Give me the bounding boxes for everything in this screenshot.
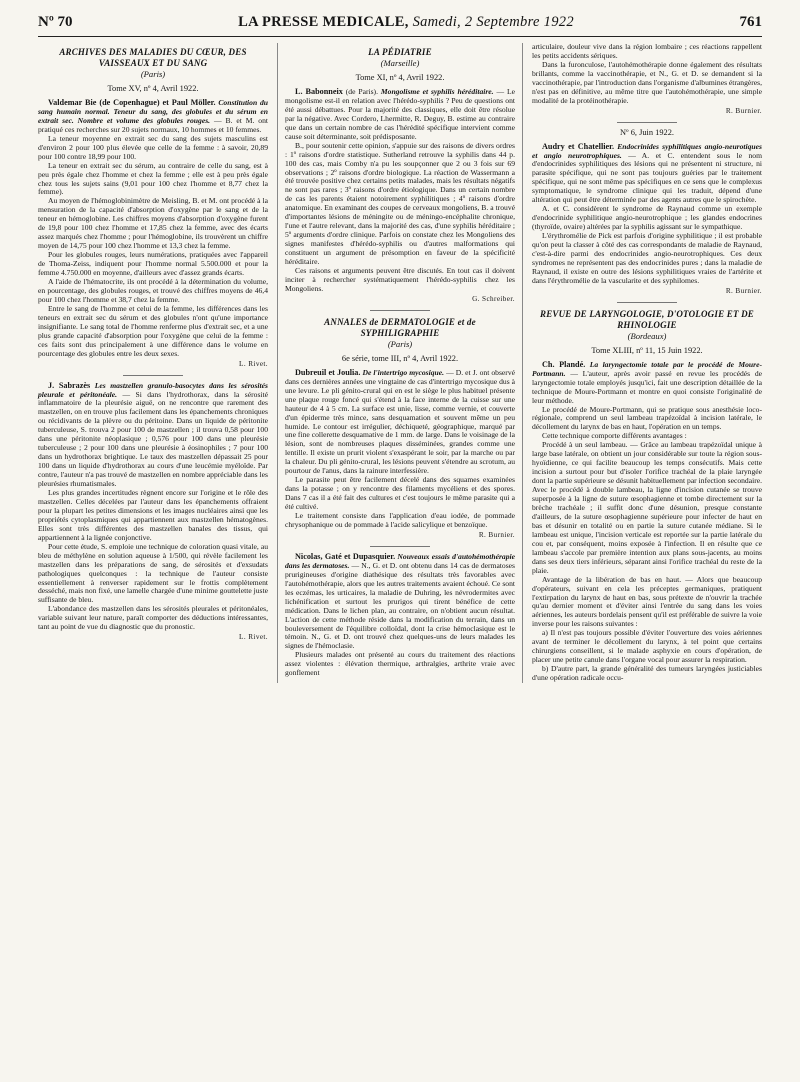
columns: [38, 43, 762, 683]
article-author: Dubreuil et Joulia.: [295, 367, 361, 377]
author-affiliation: (de Paris).: [342, 86, 381, 96]
article-nicolas-gate-dupasquier: [285, 553, 515, 651]
article-title: Nouveaux essais d'autohémothérapie dans les dermatoses.: [285, 551, 515, 570]
paragraph: Ces raisons et arguments peuvent être discutés. En tout cas il doivent inciter à rechercher systématiquement l'hérédo-syphilis chez les Mongoliens.: [285, 266, 515, 293]
paragraph: Plusieurs malades ont présenté au cours du traitement des réactions assez violentes : élévation thermique, arthralgies, arthrite vraie avec gonflement: [285, 650, 515, 678]
article-babonneix: [285, 88, 515, 142]
column-right: [532, 43, 762, 683]
issue-date: Samedi, 2 Septembre 1922: [408, 14, 574, 30]
paragraph: Cette technique comporte différents avantages :: [542, 431, 687, 441]
volume-ref: Tome XV, nº 4, Avril 1922.: [107, 84, 199, 93]
journal-name: LA PRESSE MEDICALE,: [238, 14, 409, 30]
section-title: ANNALES de DERMATOLOGIE et de SYPHILIGRAPHIE: [324, 316, 476, 338]
section-title: REVUE DE LARYNGOLOGIE, D'OTOLOGIE ET DE RHINOLOGIE: [540, 308, 754, 330]
divider: [617, 302, 677, 303]
article-plande: [532, 361, 762, 406]
column-middle: [277, 43, 523, 683]
paragraph: — Le mongolisme est-il en relation avec l'hérédo-syphilis ? Peu de questions ont été aussi débattues. Pour la majorité des classiques, elle doit être résolue par la négative. Avec Cordero, Lhermitte, R. Deguy, B. estime au contraire que dans un certain nombre de cas l'hérédité spécifique intervient comme cause soit déterminante, soit prédisposante.: [285, 86, 515, 141]
article-audry-chatellier: [532, 143, 762, 206]
section-city: (Marseille): [380, 58, 420, 68]
paragraph: Pour cette étude, S. emploie une technique de coloration quasi vitale, au bleu de méthylène en solution aqueuse à 1/500, qui révèle facilement les mastzellen dans les préparations de sang, de sérosités et d'exsudats pathologiques quelconques : la technique de l'auteur consiste essentiellement à renverser rapidement sur le frottis complètement desséché, mais non fixé, une lamelle chargée d'une minime gouttelette juste suffisante de bleu.: [38, 541, 268, 605]
divider: [370, 310, 430, 311]
section-city: (Paris): [140, 69, 166, 79]
article-title: Constitution du sang humain normal. Teneur du sang, des globules et du sérum en extrait sec. Nombre et volume des globules rouges.: [38, 97, 268, 125]
article-title: Les mastzellen granulo-basocytes dans les sérosités pleurale et péritonéale.: [38, 380, 268, 399]
article-bie-moller: [38, 99, 268, 135]
article-author: L. Babonneix: [295, 86, 343, 96]
reviewer-signature: R. Burnier.: [478, 530, 515, 539]
paragraph: — B. et M. ont pratiqué ces recherches sur 20 sujets normaux, 10 hommes et 10 femmes.: [38, 115, 268, 134]
paragraph: — L'auteur, après avoir passé en revue les procédés de laryngectomie totale employés jusqu'ici, fait une description détaillée de la technique de Moure-Portmann et montre en quoi consiste l'originalité de leur méthode.: [532, 368, 762, 405]
paragraph: Entre le sang de l'homme et celui de la femme, les différences dans les teneurs en extrait sec du sérum et des globules n'ont qu'une importance insignifiante. Le sang total de l'homme renferme plus d'extrait sec, et a une plus grande capacité d'absorption pour l'oxygène que celui de la femme : ces faits sont dus principalement à une différence dans le volume en pourcentage des globules entre les deux sexes.: [38, 303, 268, 358]
paragraph: — Si dans l'hydrothorax, dans la sérosité inflammatoire de la pleurésie aiguë, on ne rencontre que rarement des mastzellen, on en trouve plus facilement dans les épanchements chroniques ou récidivants de la plèvre ou du péritoine. Dans un liquide de péritonite tuberculeuse, S. trouva 2 pour 100 de mastzellen ; il trouva 0,58 pour 100 dans une péritonite néoplasique ; 0,576 pour 100 dans une pleurésie tuberculeuse ; 2 pour 100 dans une pleurésie à éosinophiles ; 7 pour 100 dans un hydrothorax brightique. Le taux des mastzellen dépassait 25 pour 100 dans un liquide d'hydrothorax au cours d'une leucémie myéloïde. Par contre, l'auteur n'a pas trouvé de mastzellen en nombre appréciable dans les pleurésies rhumatismales.: [38, 389, 268, 489]
page-number: 761: [739, 14, 762, 30]
paragraph: Le traitement consiste dans l'application d'eau iodée, de pommade chrysophanique ou de pommade à l'acide salicylique et benzoïque.: [285, 511, 515, 529]
article-author: Audry et Chatellier.: [542, 141, 615, 151]
reviewer-signature: G. Schreiber.: [472, 294, 515, 303]
reviewer-signature: R. Burnier.: [725, 106, 762, 115]
paragraph: B., pour soutenir cette opinion, s'appuie sur des raisons de divers ordres : 1º raisons d'ordre statistique. Sutherland retrouve la syphilis dans 44 p. 100 des cas, mais Comby n'a pu les soupçonner que 2 ou 3 fois sur 69 observations ; 2º raisons d'ordre biologique. La réaction de Wassermann a été trouvée positive chez certains petits malades, mais les résultats négatifs ne sont pas rares ; 3º raisons d'ordre étiologique. Dans un certain nombre de cas les parents étaient notoirement syphilitiques ; 4º raisons d'ordre anatomique. En examinant des coupes de cerveaux mongoliens, B. a trouvé d'importantes lésions de méningite ou de méningo-encéphalite chronique, l'une et l'autre relevant, dans la majorité des cas, d'une syphilis héréditaire ; 5º arguments d'ordre clinique. Parfois on constate chez les Mongoliens des signes manifestes d'hérédo-syphilis ou d'autres malformations qui constituent un argument de présomption en faveur de la spécificité héréditaire.: [285, 140, 515, 267]
section-title: LA PÉDIATRIE: [368, 47, 432, 57]
section-city: (Bordeaux): [627, 330, 667, 341]
column-left: [38, 43, 268, 683]
volume-ref: 6e série, tome III, nº 4, Avril 1922.: [341, 353, 459, 363]
reviewer-signature: L. Rivet.: [239, 633, 268, 642]
paragraph: Au moyen de l'hémoglobinimètre de Meisling, B. et M. ont procédé à la mensuration de la capacité d'absorption d'oxygène par le sang et de la teneur en hémoglobine. Les chiffres moyens d'absorption d'oxygène furent de 19,8 pour 100 chez l'homme et 17,85 chez la femme, avec des écarts assez marqués chez l'homme ; pour l'hémoglobine, ils trouvèrent un chiffre moyen de 14,75 pour 100 chez l'homme et 13,3 chez la femme.: [38, 196, 268, 251]
paragraph: articulaire, douleur vive dans la région lombaire ; ces réactions rappellent les petits accidents sériques.: [532, 42, 762, 60]
paragraph: — A. et C. entendent sous le nom d'endocrinides syphilitiques des lésions qui ne présentent ni structure, ni parasite spécifique, qui ne sont pas toujours guéries par le traitement spécifique, qui ne sont même pas spécifiques en ce sens que le complexus symptomatique, le syndrome clinique qui les traduit, dépend d'une altération qui peut être déterminée par des agents autres que le spirochète.: [532, 150, 763, 205]
article-author: Ch. Plandé.: [542, 359, 586, 369]
paragraph: Le parasite peut être facilement décelé dans des squames examinées dans la potasse ; on y rencontre des filaments mycéliens et des spores. Dans 7 cas il a été fait des cultures et c'est toujours le même parasite qui a été cultivé.: [285, 475, 515, 512]
paragraph: Dans la furonculose, l'autohémothérapie donne également des résultats brillants, comme la vaccinothérapie, et N., G. et D. se demandent si la vaccinothérapie, par l'introduction dans l'organisme d'albumines étrangères, n'est pas en définitive, au même titre que l'autohémothérapie, une simple modalité de la protéinothérapie.: [532, 59, 763, 105]
volume-ref: Tome XLIII, nº 11, 15 Juin 1922.: [591, 345, 703, 355]
article-title: La laryngectomie totale par le procédé de Moure-Portmann.: [532, 359, 763, 378]
paragraph: L'érythromélie de Pick est parfois d'origine syphilitique ; il est probable qu'on peut la classer à côté des cas correspondants de maladie de Raynaud, c'est-à-dire parmi des endocrinides angio-neurotrophiques. Ces deux syndromes ne représentent pas des endocrinides pures ; dans la maladie de Raynaud, il existe en outre des lésions syphilitiques vraies de l'artérite et dans l'érythromélie de la vascularite et des syphilomes.: [532, 231, 762, 285]
issue-number: Nº 70: [38, 14, 73, 30]
paragraph: A. et C. considèrent le syndrome de Raynaud comme un exemple d'endocrinide syphilitique angio-neurotrophique ; les glandes endocrines (thyroïde, ovaire) altérées par la syphilis agissant sur le sympathique.: [532, 204, 762, 232]
volume-ref: Nº 6, Juin 1922.: [619, 127, 674, 137]
paragraph: A l'aide de l'hématocrite, ils ont procédé à la détermination du volume, en pourcentage, des globules rouges, et trouvé des chiffres moyens de 46,4 pour 100 chez l'homme et 38,7 chez la femme.: [38, 277, 268, 304]
divider: [617, 122, 677, 123]
volume-ref: Tome XI, nº 4, Avril 1922.: [355, 73, 445, 82]
article-author: Valdemar Bie (de Copenhague) et Paul Möller.: [48, 97, 216, 107]
paragraph: Les plus grandes incertitudes règnent encore sur l'origine et le rôle des mastzellen. Celles décelées par l'auteur dans les épanchements offraient pour la plupart les petites dimensions et les images nucléaires ainsi que les propriétés cytoplasmiques qui appartiennent aux mastzellen hématogènes. Elles sont très différentes des mastzellen banales des tissus, qui appartiennent à la lignée conjonctive.: [38, 487, 268, 542]
running-title: [238, 14, 574, 31]
paragraph: Le procédé de Moure-Portmann, qui se pratique sous anesthésie loco-régionale, comprend un seul lambeau trapézoïdal à incision latérale, le décollement du larynx de bas en haut, l'opération en un temps.: [532, 404, 762, 432]
paragraph: a) Il n'est pas toujours possible d'éviter l'ouverture des voies aériennes avant de terminer le décollement du larynx, à tel point que certains chirurgiens conseillent, si le malade asphyxie en cours d'opération, de placer une petite canule dans l'organe vocal pour assurer la respiration.: [532, 628, 762, 665]
paragraph: — D. et J. ont observé dans ces dernières années une vingtaine de cas d'intertrigo mycosique dus à une levure. Le pli génito-crural qui en est le siège le plus habituel présente une plaque rouge foncé qui s'étend à la face interne de la cuisse sur une hauteur de 4 à 5 cm. La surface est unie, lisse, comme vernie, et couverte d'un épiderme très mince, sans desquamation et souvent même un peu humide. Le contour est irrégulier, déchiqueté, géographique, marqué par une fine collerette desquamative de 1 mm. de large. Dans le voisinage de la lésion, sont de nombreuses plaques disséminées, grandes comme une lentille. Il existe un prurit violent s'exaspérant le soir, par la marche ou par la chaleur. Du pli génito-crural, les lésions peuvent s'étendre au scrotum, au pourtour de l'anus, dans la rainure interfessière.: [285, 367, 515, 476]
article-author: Nicolas, Gaté et Dupasquier.: [295, 551, 396, 561]
article-title: Endocrinides syphilitiques angio-neurotiques et angio neurotrophiques.: [532, 141, 762, 160]
article-author: J. Sabrazès: [48, 380, 91, 390]
paragraph: La teneur moyenne en extrait sec du sang des sujets masculins est d'environ 2 pour 100 plus élevée que celle de la femme : à savoir, 20,89 pour 100 contre 18,99 pour 100.: [38, 133, 268, 161]
page-header: [38, 14, 762, 37]
divider: [123, 375, 183, 376]
section-title: ARCHIVES DES MALADIES DU CŒUR, DES VAISSEAUX ET DU SANG: [59, 47, 247, 68]
reviewer-signature: R. Burnier.: [725, 286, 762, 295]
article-title: De l'intertrigo mycosique.: [360, 367, 445, 377]
paragraph: Pour les globules rouges, leurs numérations, pratiquées avec l'appareil de Thoma-Zeiss, indiquent pour l'homme normal 5.500.000 et pour la femme 4.750.000 en moyenne, d'ailleurs avec d'assez grands écarts.: [38, 250, 268, 278]
paragraph: Procédé à un seul lambeau. — Grâce au lambeau trapézoïdal unique à large base latérale, on obtient un jour considérable sur toute la région sous-hyoïdienne, ce qui facilite beaucoup les temps consécutifs. Mais cette incision a surtout pour but d'isoler l'orifice trachéal de la plaie laryngée dont la partie supérieure se désunit habituellement par infection secondaire. Avec le procédé à double lambeau, la ligne d'incision cutanée se trouve superposée à la ligne de suture œsophagienne et tombe directement sur la brèche trachéale ; il suffit donc d'une désunion, presque constante d'ailleurs, de la suture œsophagienne supérieure pour infecter de haut en bas et désunir en totalité ou en partie la suture cutanée médiane. Si le lambeau est unique, l'incision verticale est reportée sur la partie latérale du cou et, par conséquent, moins exposée à l'infection. Il en résulte que ce lambeau s'accole par première intention aux plans sous-jacents, au moins dans ses deux tiers inférieurs, séparant ainsi l'orifice trachéal du reste de la plaie.: [532, 440, 762, 575]
divider: [370, 546, 430, 547]
paragraph: L'abondance des mastzellen dans les sérosités pleurales et péritonéales, variable suivant leur nature, paraît comporter des déductions intéressantes, tant au point de vue du diagnostic que du pronostic.: [38, 604, 268, 632]
article-title: Mongolisme et syphilis héréditaire.: [380, 86, 494, 96]
article-sabrazes: [38, 382, 268, 489]
paragraph: — N., G. et D. ont obtenu dans 14 cas de dermatoses prurigineuses d'origine diathésique des résultats très favorables avec l'autohémothérapie, alors que les autres traitements avaient échoué. Ce sont les eczémas, les urticaires, la maladie de Duhring, les névrodermites avec lichénification et surtout les prurigos qui tirent bénéfice de cette médication. Dans le lichen plan, au contraire, on n'obtient aucun résultat. L'action de cette méthode réside dans la modification du terrain, dans un bouleversement de l'équilibre colloïdal, dont la crise hémoclasique est le témoin. N., G. et D. ont trouvé chez quelques-uns de leurs malades les signes de l'hémoclasie.: [285, 560, 515, 651]
reviewer-signature: L. Rivet.: [239, 359, 268, 368]
paragraph: Avantage de la libération de bas en haut. — Alors que beaucoup d'opérateurs, suivant en cela les préceptes germaniques, pratiquent l'extirpation du larynx de haut en bas, sous prétexte de n'ouvrir la trachée qu'au dernier moment et d'éviter ainsi l'entrée du sang dans les voies aériennes, les auteurs bordelais pensent qu'il est préférable de suivre la voie inverse pour les raisons suivantes :: [532, 574, 762, 629]
section-city: (Paris): [387, 338, 413, 349]
paragraph: La teneur en extrait sec du sérum, au contraire de celle du sang, est à peu près égale chez l'homme et chez la femme ; elle est à peu près égale chez tous les sujets sains (9,01 pour 100 chez l'homme et 8,77 chez la femme).: [38, 160, 268, 197]
article-dubreuil-joulia: [285, 369, 515, 476]
paragraph: b) D'autre part, la grande généralité des tumeurs laryngées justiciables d'une opération radicale occu-: [532, 664, 762, 683]
